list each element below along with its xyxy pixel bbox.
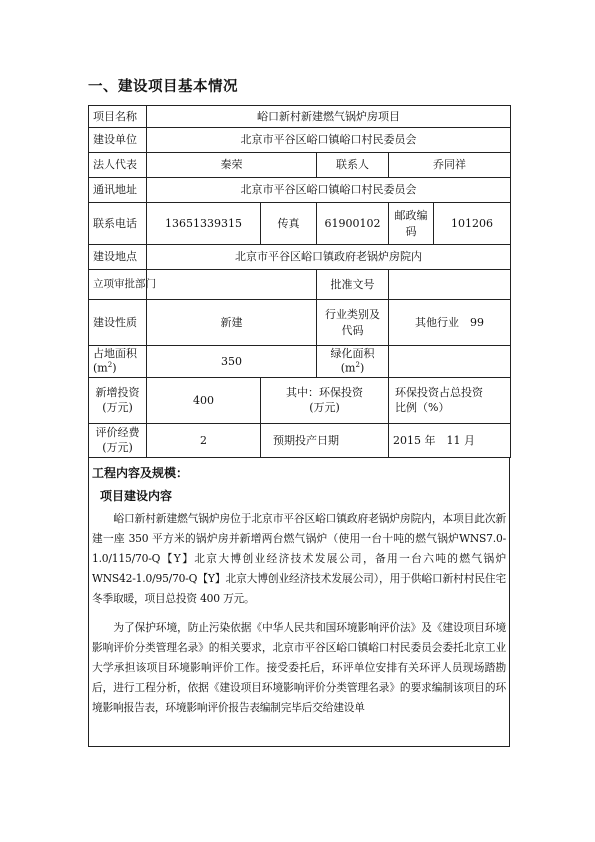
area-label-cell <box>89 346 147 378</box>
contact-label: 联系人 <box>317 153 389 178</box>
env-invest-label: 其中：环保投资(万元) <box>261 378 389 424</box>
address-value: 北京市平谷区峪口镇峪口村民委员会 <box>147 178 511 203</box>
row-nature <box>89 300 511 346</box>
green-label: 绿化面积 <box>330 346 375 360</box>
prod-date-value: 2015 年 11 月 <box>389 424 511 458</box>
eval-fee-label-cell <box>89 424 147 458</box>
eval-fee-value: 2 <box>147 424 261 458</box>
row-project-name <box>89 106 511 128</box>
builder-value: 北京市平谷区峪口镇峪口村民委员会 <box>147 128 511 153</box>
industry-label: 行业类别及代码 <box>317 300 389 346</box>
address-label: 通讯地址 <box>89 178 147 203</box>
area-unit: $(m^2)$ <box>93 361 117 375</box>
build-content-title: 项目建设内容 <box>100 489 173 503</box>
prod-date-label: 预期投产日期 <box>261 424 389 458</box>
contact-value: 乔同祥 <box>389 153 511 178</box>
row-approval <box>89 270 511 300</box>
row-location <box>89 245 511 270</box>
green-unit: $(m^2)$ <box>340 361 365 375</box>
area-value: 350 <box>147 346 317 378</box>
approval-no-value <box>389 270 511 300</box>
green-label-cell <box>317 346 389 378</box>
fax-value: 61900102 <box>317 203 389 245</box>
row-phone <box>89 203 511 245</box>
legal-rep-value: 秦荣 <box>147 153 317 178</box>
invest-label-cell <box>89 378 147 424</box>
project-name-value: 峪口新村新建燃气锅炉房项目 <box>147 106 511 128</box>
nature-value: 新建 <box>147 300 317 346</box>
approval-no-label: 批准文号 <box>317 270 389 300</box>
fax-label: 传真 <box>261 203 317 245</box>
content-paragraph-2: 为了保护环境，防止污染依据《中华人民共和国环境影响评价法》及《建设项目环境影响评价分类管理名录》的相关要求，北京市平谷区峪口镇峪口村民委员会委托北京工业大学承担该项目环境影响评价工作。接受委托后，环评单位安排有关环评人员现场踏勘后，进行工程分析，依据《建设项目环境影响评价分类管理名录》的要求编制该项目的环境影响报告表，环境影响评价报告表编制完毕后交给建设单 <box>92 621 506 714</box>
legal-rep-label: 法人代表 <box>89 153 147 178</box>
content-paragraph-1: 峪口新村新建燃气锅炉房位于北京市平谷区峪口镇政府老锅炉房院内，本项目此次新建一座 350 平方米的锅炉房并新增两台燃气锅炉（使用一台十吨的燃气锅炉WNS7.0-1.0/115/70-Q【Y】北京大博创业经济技术发展公司，备用一台六吨的燃气锅炉 WNS42-1.0/95/70-Q【Y】北京大博创业经济技术发展公司），用于供峪口新村村民住宅冬季取暖，项目总投资 400 万元。 <box>92 512 506 605</box>
area-label: 占地面积 <box>93 346 137 360</box>
invest-unit: (万元) <box>102 400 133 414</box>
approval-dept-label: 立项审批部门 <box>89 270 147 300</box>
project-content-section <box>88 458 510 747</box>
green-value <box>389 346 511 378</box>
row-invest <box>89 378 511 424</box>
eval-fee-unit: (万元) <box>102 440 133 454</box>
project-info-document <box>88 105 510 747</box>
postcode-label: 邮政编码 <box>389 203 434 245</box>
section-title: 一、建设项目基本情况 <box>88 79 238 95</box>
location-label: 建设地点 <box>89 245 147 270</box>
builder-label: 建设单位 <box>89 128 147 153</box>
project-info-table <box>88 105 511 458</box>
invest-label: 新增投资 <box>95 385 140 399</box>
scale-title: 工程内容及规模： <box>92 466 189 480</box>
env-ratio-label: 环保投资占总投资比例（%） <box>389 378 511 424</box>
postcode-value: 101206 <box>434 203 511 245</box>
invest-value: 400 <box>147 378 261 424</box>
row-legal-rep <box>89 153 511 178</box>
approval-dept-value <box>147 270 317 300</box>
row-builder <box>89 128 511 153</box>
industry-value: 其他行业 99 <box>389 300 511 346</box>
row-area <box>89 346 511 378</box>
eval-fee-label: 评价经费 <box>95 426 140 440</box>
row-address <box>89 178 511 203</box>
phone-label: 联系电话 <box>89 203 147 245</box>
nature-label: 建设性质 <box>89 300 147 346</box>
phone-value: 13651339315 <box>147 203 261 245</box>
location-value: 北京市平谷区峪口镇政府老锅炉房院内 <box>147 245 511 270</box>
project-name-label: 项目名称 <box>89 106 147 128</box>
row-eval-fee <box>89 424 511 458</box>
